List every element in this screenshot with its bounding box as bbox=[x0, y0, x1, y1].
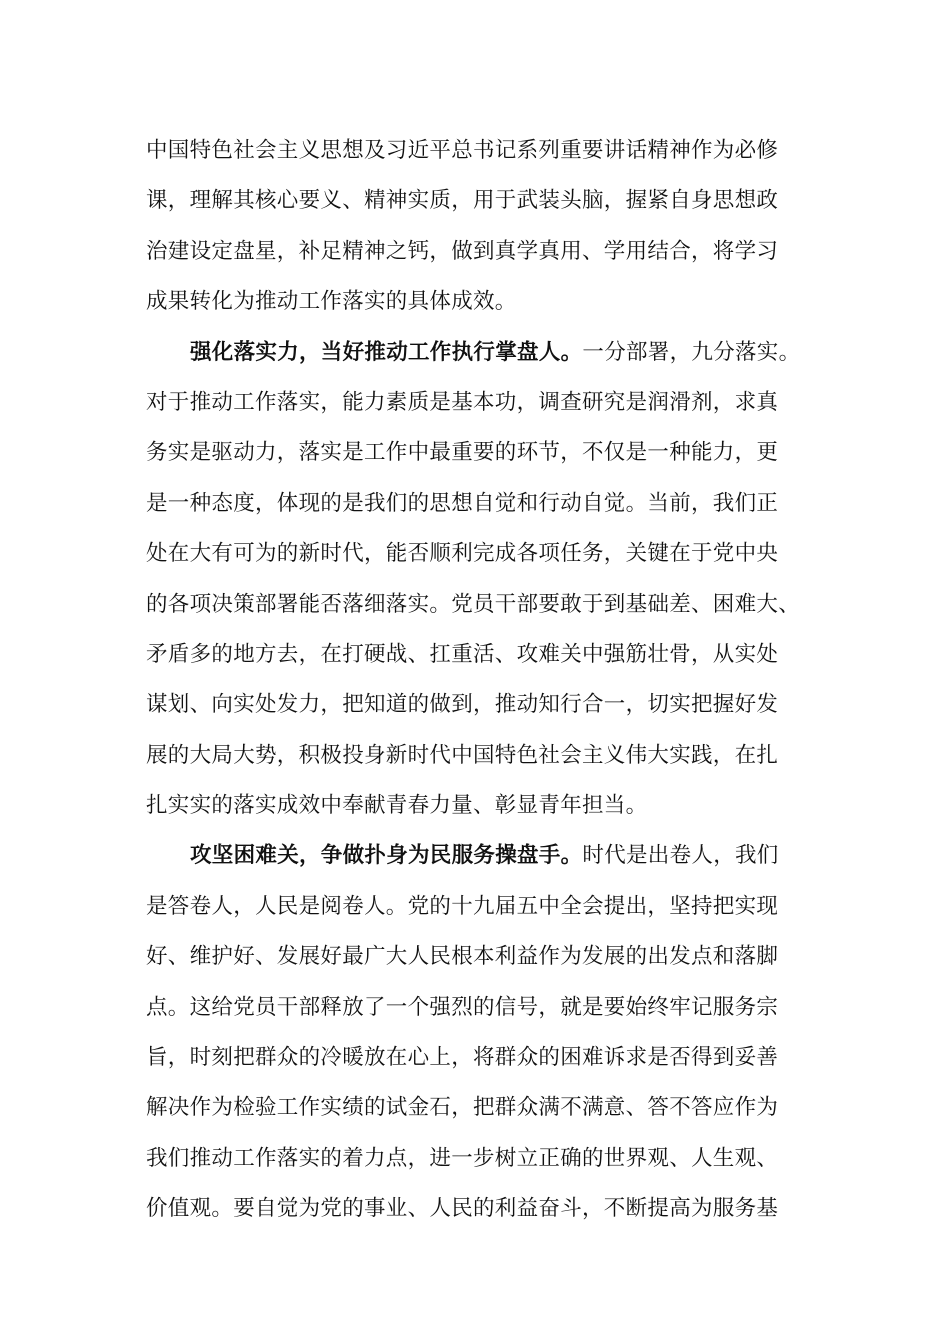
paragraph-line: 好、维护好、发展好最广大人民根本利益作为发展的出发点和落脚 bbox=[146, 944, 779, 970]
paragraph-line: 是答卷人，人民是阅卷人。党的十九届五中全会提出，坚持把实现 bbox=[146, 893, 779, 919]
paragraph-first-line bbox=[146, 831, 806, 881]
paragraph-3 bbox=[146, 831, 806, 1234]
paragraph-line-text: 时代是出卷人，我们 bbox=[582, 843, 779, 869]
paragraph-line: 治建设定盘星，补足精神之钙，做到真学真用、学用结合，将学习 bbox=[146, 238, 779, 264]
paragraph-line: 解决作为检验工作实绩的试金石，把群众满不满意、答不答应作为 bbox=[146, 1095, 779, 1121]
paragraph-line: 扎实实的落实成效中奉献青春力量、彰显青年担当。 bbox=[146, 793, 648, 819]
paragraph-2 bbox=[146, 328, 806, 832]
paragraph-line: 旨，时刻把群众的冷暖放在心上，将群众的困难诉求是否得到妥善 bbox=[146, 1045, 779, 1071]
paragraph-line: 中国特色社会主义思想及习近平总书记系列重要讲话精神作为必修 bbox=[146, 138, 779, 163]
paragraph-line: 是一种态度，体现的是我们的思想自觉和行动自觉。当前，我们正 bbox=[146, 490, 779, 516]
paragraph-line: 成果转化为推动工作落实的具体成效。 bbox=[146, 289, 517, 315]
paragraph-line: 的各项决策部署能否落细落实。党员干部要敢于到基础差、困难大、 bbox=[146, 591, 801, 617]
paragraph-first-line bbox=[146, 328, 806, 378]
paragraph-line: 矛盾多的地方去，在打硬战、扛重活、攻难关中强筋壮骨，从实处 bbox=[146, 641, 779, 667]
paragraph-line-text: 一分部署，九分落实。 bbox=[582, 339, 801, 365]
paragraph-line: 我们推动工作落实的着力点，进一步树立正确的世界观、人生观、 bbox=[146, 1145, 779, 1171]
document-body bbox=[146, 126, 806, 1235]
paragraph-line: 价值观。要自觉为党的事业、人民的利益奋斗，不断提高为服务基 bbox=[146, 1196, 779, 1222]
paragraph-heading: 强化落实力，当好推动工作执行掌盘人。 bbox=[190, 339, 583, 365]
paragraph-line: 务实是驱动力，落实是工作中最重要的环节，不仅是一种能力，更 bbox=[146, 440, 779, 466]
paragraph-heading: 攻坚困难关，争做扑身为民服务操盘手。 bbox=[190, 843, 583, 869]
paragraph-line: 课，理解其核心要义、精神实质，用于武装头脑，握紧自身思想政 bbox=[146, 188, 779, 214]
paragraph-line: 谋划、向实处发力，把知道的做到，推动知行合一，切实把握好发 bbox=[146, 692, 779, 718]
paragraph-line: 处在大有可为的新时代，能否顺利完成各项任务，关键在于党中央 bbox=[146, 541, 779, 567]
paragraph-line: 点。这给党员干部释放了一个强烈的信号，就是要始终牢记服务宗 bbox=[146, 994, 779, 1020]
paragraph-line: 展的大局大势，积极投身新时代中国特色社会主义伟大实践，在扎 bbox=[146, 742, 779, 768]
paragraph-line: 对于推动工作落实，能力素质是基本功，调查研究是润滑剂，求真 bbox=[146, 389, 779, 415]
paragraph-1 bbox=[146, 126, 806, 328]
